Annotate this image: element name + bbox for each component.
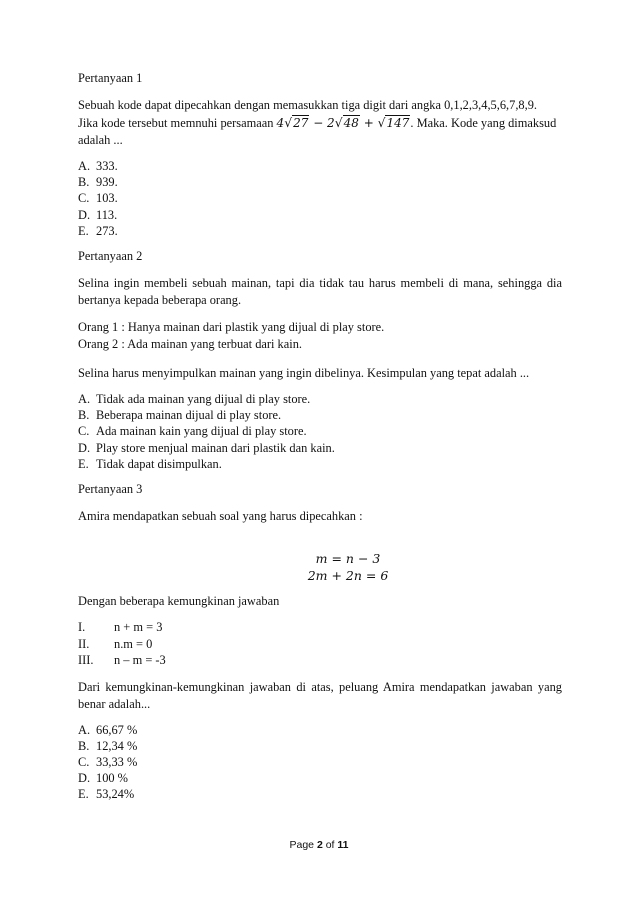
roman-numeral: I. [78,620,86,635]
page-footer [0,839,638,851]
option-letter: A. [78,392,91,407]
option-text: Tidak ada mainan yang dijual di play store. [96,392,311,407]
footer-page-number: 2 [316,839,323,851]
option-text: 66,67 % [96,722,138,737]
possible-answers-intro: Dengan beberapa kemungkinan jawaban [78,594,280,609]
option-letter: B. [78,738,90,753]
math-operator: − 2 [309,116,335,130]
option-letter: D. [78,440,91,455]
statement: Orang 1 : Hanya mainan dari plastik yang dijual di play store. [78,320,385,335]
answer-option [78,456,562,472]
option-letter: B. [78,175,90,190]
option-letter: A. [78,722,91,737]
possible-answer-text: n – m = -3 [114,653,166,668]
possible-answer [78,652,562,669]
answer-option [78,722,562,738]
question-line: adalah ... [78,133,123,147]
possible-answer-text: n.m = 0 [114,636,153,651]
answer-options [78,722,562,803]
answer-option [78,738,562,754]
question-prompt: Selina harus menyimpulkan mainan yang ingin dibelinya. Kesimpulan yang tepat adalah ... [78,366,530,381]
sqrt-icon: √ [334,115,343,130]
sqrt-icon: √ [377,115,386,130]
option-text: Play store menjual mainan dari plastik dan kain. [96,440,335,455]
question-1 [78,70,562,239]
footer-page-total: 11 [337,839,349,851]
option-text: 113. [96,207,118,222]
option-letter: C. [78,424,90,439]
answer-option [78,770,562,786]
text-span: . Maka. Kode yang dimaksud [410,116,557,130]
option-letter: E. [78,456,89,471]
option-text: 103. [96,191,118,206]
possible-answer-text: n + m = 3 [114,620,163,635]
question-text: Amira mendapatkan sebuah soal yang harus dipecahkan : [78,509,363,524]
answer-option [78,207,562,223]
option-text: 33,33 % [96,754,138,769]
answer-option [78,786,562,802]
question-3 [78,481,562,803]
radicand: 27 [293,116,309,130]
option-text: 333. [96,159,118,173]
option-text: Tidak dapat disimpulkan. [96,456,222,471]
equation: 2m + 2n = 6 [307,568,389,584]
question-title: Pertanyaan 2 [78,249,143,264]
answer-option [78,407,562,423]
math-coefficient: 4 [276,116,285,130]
question-text [78,97,562,149]
footer-of-word: of [322,839,338,851]
question-line: Sebuah kode dapat dipecahkan dengan memasukkan tiga digit dari angka 0,1,2,3,4,5,6,7,8,9. [78,98,538,112]
question-2 [78,248,562,472]
answer-option [78,190,562,206]
option-letter: C. [78,191,90,206]
option-letter: D. [78,207,91,222]
option-text: Ada mainan kain yang dijual di play store. [96,424,307,439]
possible-answer [78,636,562,653]
option-letter: E. [78,223,89,238]
answer-options [78,158,562,239]
option-text: 939. [96,175,118,190]
statements [78,319,562,353]
option-text: 100 % [96,771,129,786]
answer-option [78,754,562,770]
text-span: Jika kode tersebut memnuhi persamaan [78,116,277,130]
option-letter: C. [78,754,90,769]
option-letter: E. [78,787,89,802]
question-title: Pertanyaan 1 [78,71,143,85]
question-title: Pertanyaan 3 [78,482,143,497]
option-text: 12,34 % [96,738,138,753]
roman-numeral: III. [78,653,94,668]
option-letter: D. [78,771,91,786]
radicand: 147 [386,116,410,130]
radicand: 48 [343,116,359,130]
possible-answers [78,619,562,669]
roman-numeral: II. [78,636,90,651]
answer-option [78,391,562,407]
sqrt-icon: √ [284,115,293,130]
question-line [78,114,562,132]
option-letter: A. [78,159,91,173]
answer-option [78,223,562,239]
option-text: 53,24% [96,787,135,802]
answer-option [78,440,562,456]
footer-page-word: Page [289,839,317,851]
math-operator: + [359,116,378,130]
answer-option [78,158,562,174]
possible-answer [78,619,562,636]
answer-option [78,423,562,439]
option-letter: B. [78,408,90,423]
option-text: 273. [96,223,118,238]
question-prompt: Dari kemungkinan-kemungkinan jawaban di atas, peluang Amira mendapatkan jawaban yang benar adalah... [78,679,562,711]
equation-system [78,550,562,584]
answer-option [78,174,562,190]
document-page [78,70,562,803]
equation: m = n − 3 [315,551,381,567]
question-text: Selina ingin membeli sebuah mainan, tapi dia tidak tau harus membeli di mana, sehingga dia bertanya kepada beberapa orang. [78,276,562,308]
answer-options [78,391,562,472]
option-text: Beberapa mainan dijual di play store. [96,408,282,423]
statement: Orang 2 : Ada mainan yang terbuat dari kain. [78,337,302,352]
